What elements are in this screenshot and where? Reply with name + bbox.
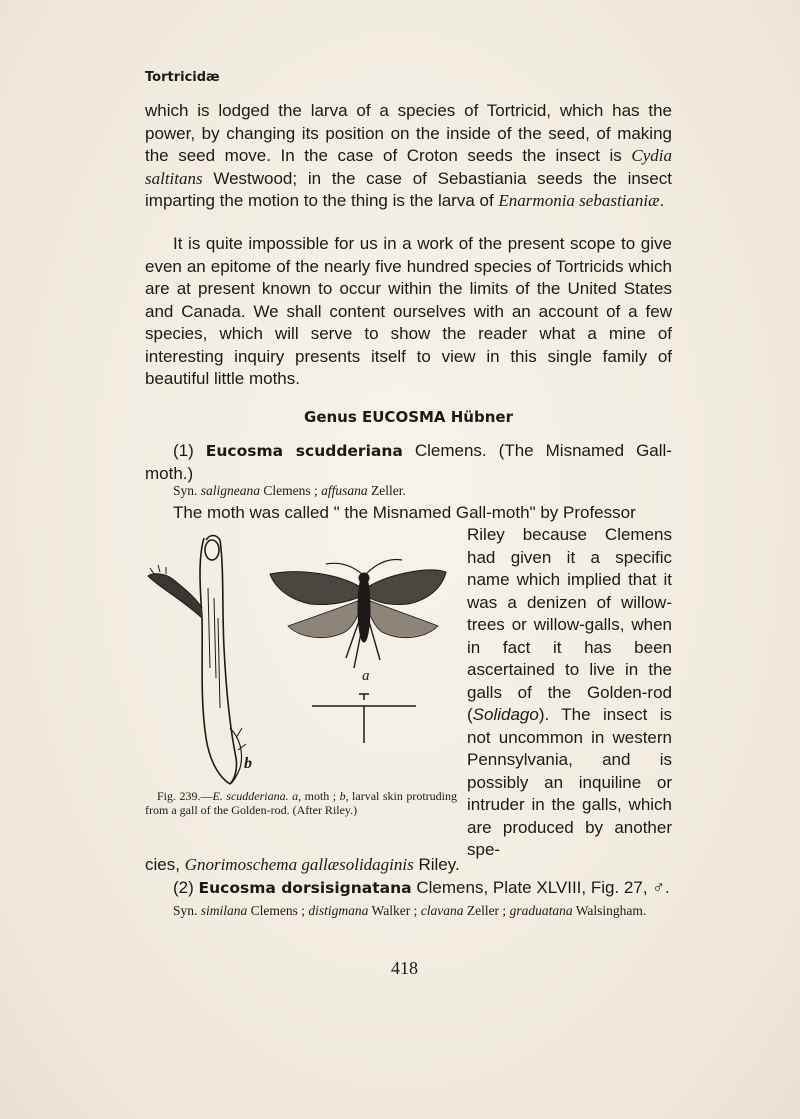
species-1-synonyms: Syn. saligneana Clemens ; affusana Zeller. [173,483,406,498]
species-name: Cydia saltitans [145,146,672,188]
species-2-heading: (2) Eucosma dorsisignatana Clemens, Plate XLVIII, Fig. 27, ♂. [173,878,670,897]
species-name: Enarmonia sebastianiæ [498,191,660,210]
paragraph-1: which is lodged the larva of a species of Tortricid, which has the power, by changing its position on the inside of the seed, of making the seed move. In the case of Croton seeds the insect is Cydia saltitans Westwood; in the case of Sebastiania seeds the insect imparting the motion to the thing is the larva of Enarmonia sebastianiæ. [145,101,672,210]
tail-line: cies, Gnorimoschema gallæsolidaginis Riley. [145,855,460,874]
species-1-name: Eucosma scudderiana [205,442,403,460]
lead-line: The moth was called " the Misnamed Gall-moth" by Professor [173,503,636,522]
scale-bars [312,694,416,743]
figure-label-b: b [244,755,252,772]
paragraph-2: It is quite impossible for us in a work of the present scope to give even an epitome of the nearly five hundred species of Tortricids which are at present known to occur within the limits of the United States and Canada. We shall content ourselves with an account of a few species, which will serve to show the reader what a mine of interesting inquiry presents itself to view in this single family of beautiful little moths. [145,234,672,388]
species-name: Gnorimoschema gallæsolidaginis [184,855,414,874]
wrapped-text-column: Riley because Clemens had given it a specific name which implied that it was a denizen of willow-trees or willow-galls, when in fact it has been ascertained to live in the galls of the Golden-rod (Solidago). The insect is not uncommon in western Pennsylvania, and is possibly an inquiline or intruder in the galls, which are produced by another spe- [467,525,672,859]
page-number: 418 [391,958,418,978]
figure-illustration [140,528,460,793]
gall-illustration [148,536,246,785]
figure-label-a: a [362,668,370,684]
species-2-synonyms: Syn. similana Clemens ; distigmana Walker ; clavana Zeller ; graduatana Walsingham. [173,903,647,918]
moth-illustration [270,560,446,668]
genus-heading: Genus EUCOSMA Hübner [304,408,513,426]
running-head: Tortricidæ [145,70,220,85]
figure-caption: Fig. 239.—E. scudderiana. a, moth ; b, larval skin protruding from a gall of the Golden-rod. (After Riley.) [145,789,458,817]
figure-239 [140,528,460,793]
species-2-name: Eucosma dorsisignatana [198,879,412,897]
species-1-heading: (1) Eucosma scudderiana Clemens. (The Misnamed Gall-moth.) [145,441,672,483]
